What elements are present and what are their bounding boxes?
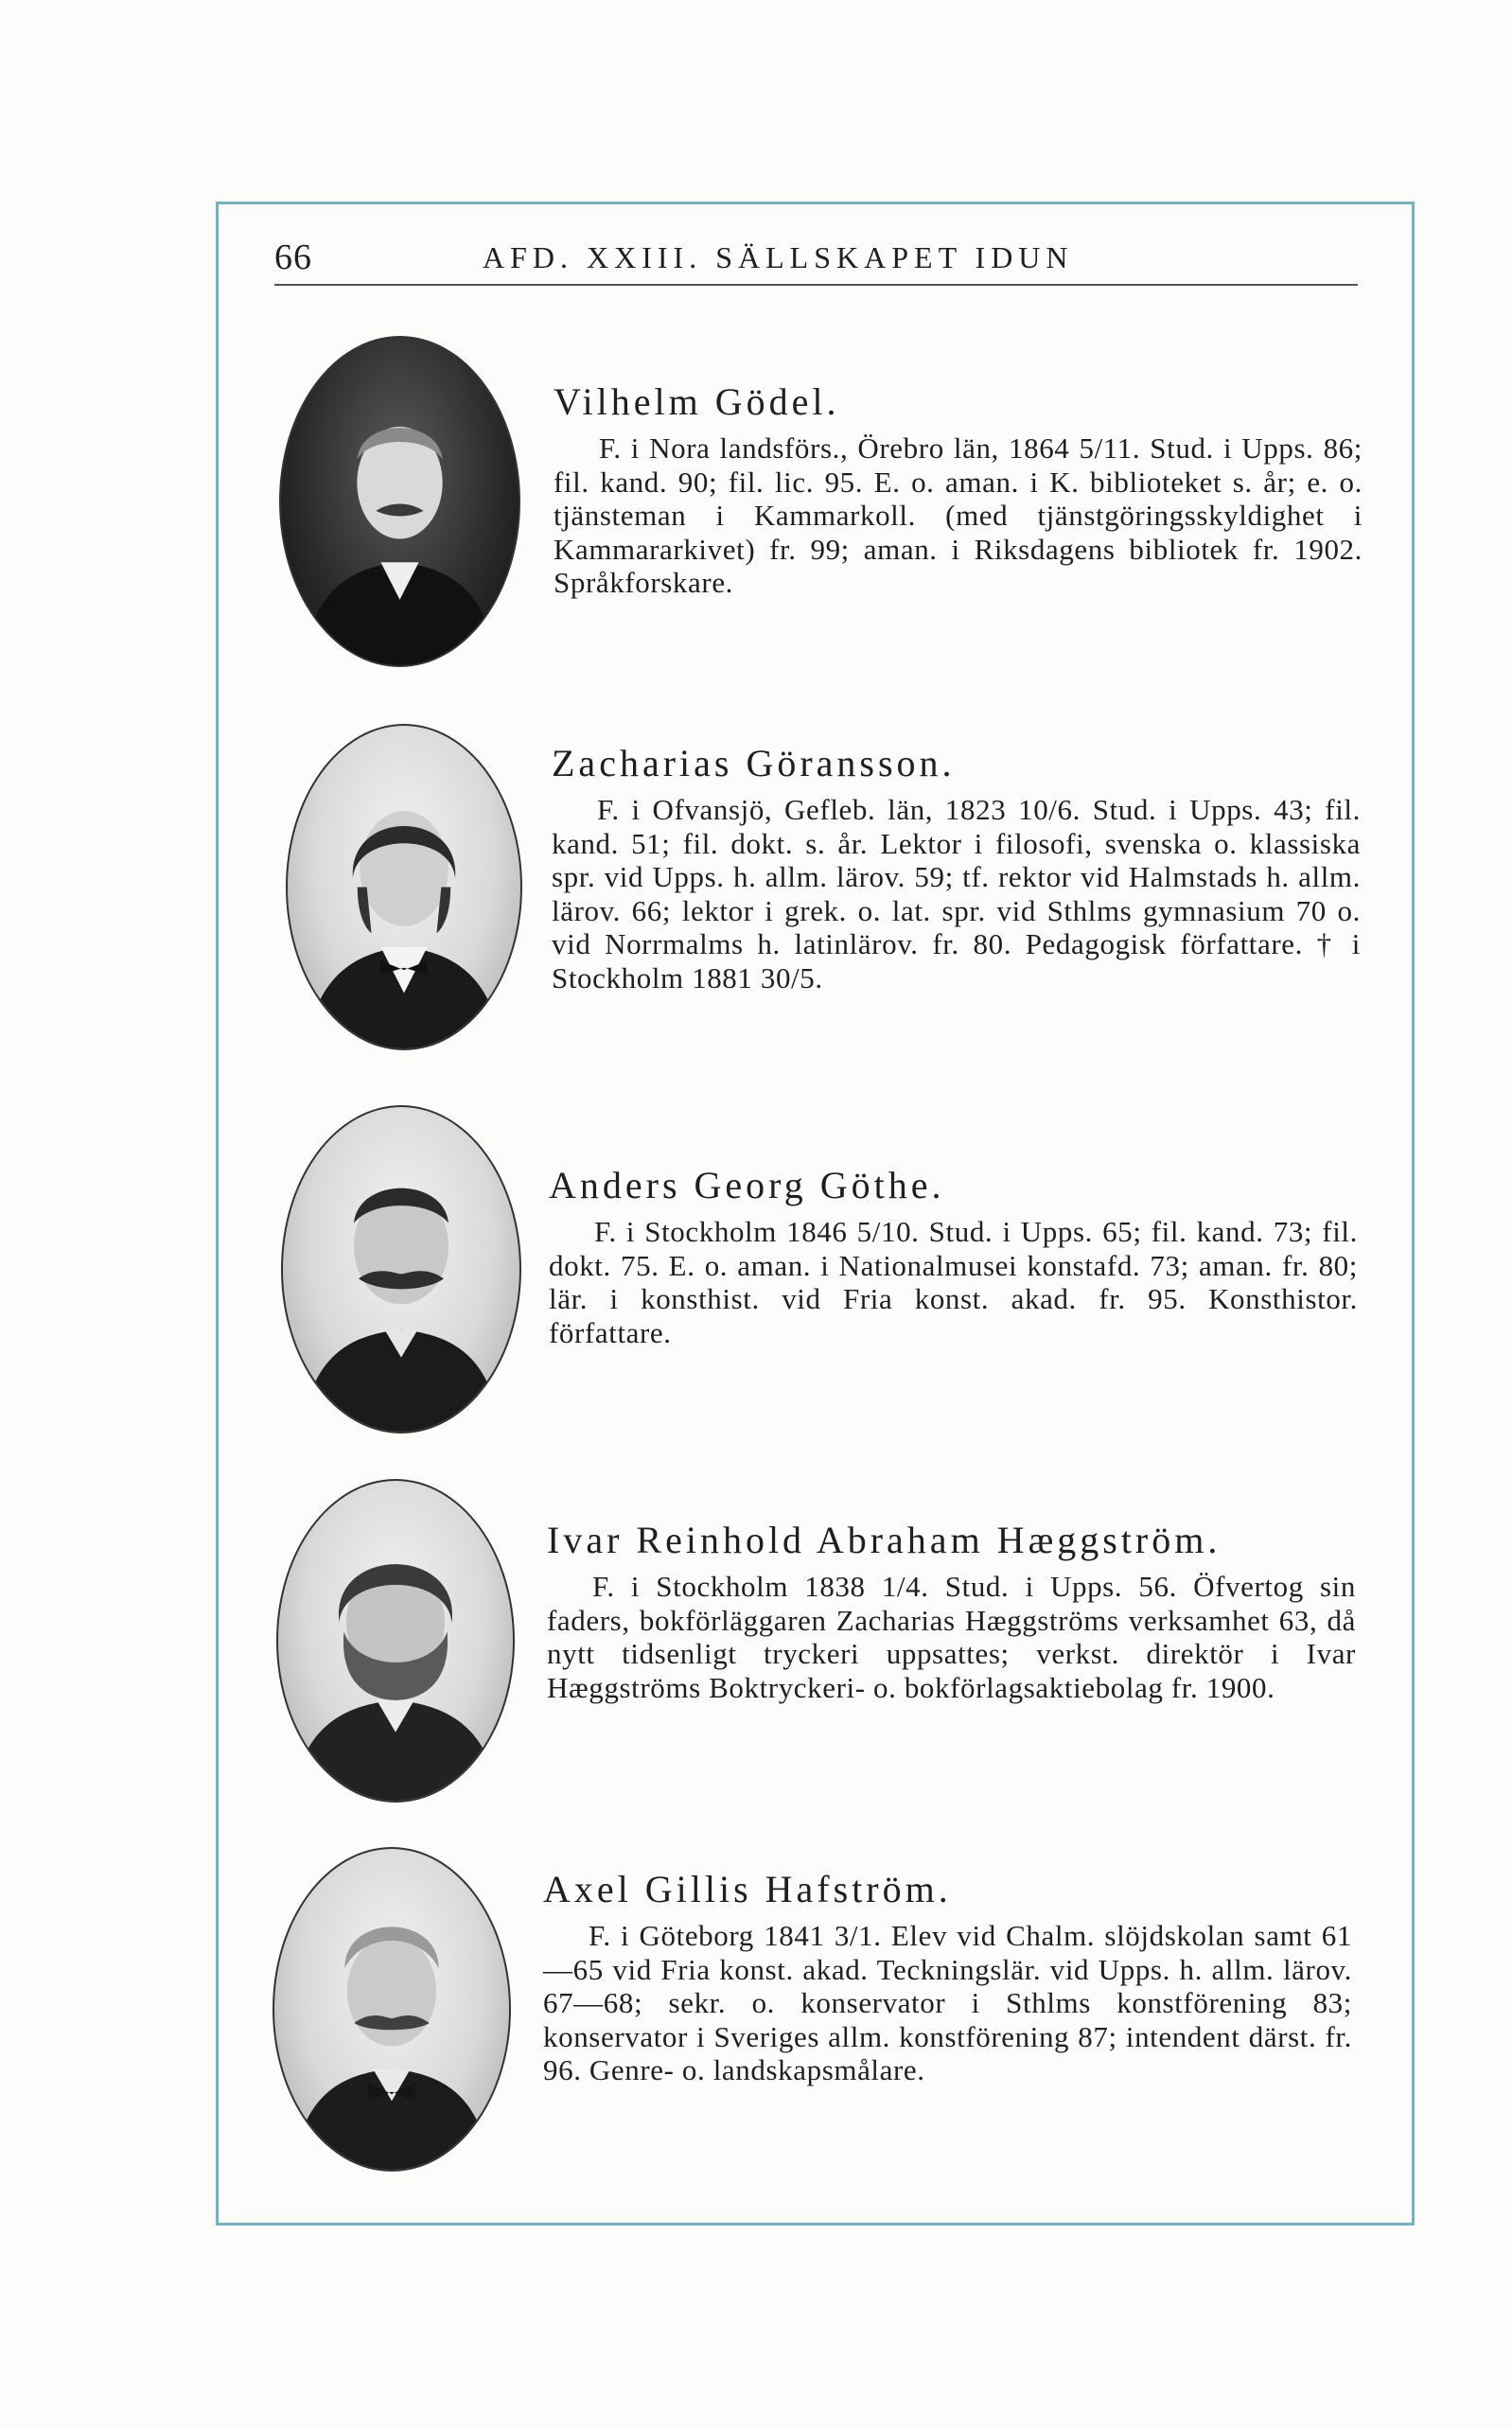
portrait-figure-icon [283,1107,519,1432]
person-name: Vilhelm Gödel. [554,380,840,423]
portrait-photo [276,1479,515,1803]
person-name: Anders Georg Göthe. [549,1164,945,1206]
running-title: AFD. XXIII. SÄLLSKAPET IDUN [483,240,1074,274]
person-name: Ivar Reinhold Abraham Hæggström. [547,1519,1222,1561]
biography-text: F. i Ofvansjö, Gefleb. län, 1823 10/6. Stud. i Upps. 43; fil. kand. 51; fil. dokt. s. år. Lektor i filosofi, svenska o. klassiska spr. vid Upps. h. allm. lärov. 59; tf. rektor vid Halmstads h. allm. lärov. 66; lektor i grek. o. lat. spr. vid Sthlms gymnasium 70 o. vid Norrmalms h. latinlärov. fr. 80. Pedagogisk författare. † i Stockholm 1881 30/5. [552,793,1361,994]
portrait-photo [286,724,522,1050]
portrait-photo [279,336,520,667]
portrait-figure-icon [278,1481,513,1801]
biography-text: F. i Stockholm 1838 1/4. Stud. i Upps. 56. Öfvertog sin faders, bokförläggaren Zacharias Hæggströms verksamhet 63, då nytt tidsenligt tryckeri uppsattes; verkst. direktör i Ivar Hæggströms Boktryckeri- o. bokförlagsaktiebolag fr. 1900. [547,1570,1356,1704]
person-name: Axel Gillis Hafström. [543,1868,952,1910]
portrait-figure-icon [281,338,519,665]
running-head [274,237,1358,286]
portrait-figure-icon [288,726,520,1048]
biography-text: F. i Stockholm 1846 5/10. Stud. i Upps. 65; fil. kand. 73; fil. dokt. 75. E. o. aman. i Nationalmusei konstafd. 73; aman. fr. 80; lär. i konsthist. vid Fria konst. akad. fr. 95. Konsthistor. författare. [549,1215,1358,1349]
portrait-photo [281,1105,521,1434]
portrait-figure-icon [274,1849,509,2170]
biography-text: F. i Göteborg 1841 3/1. Elev vid Chalm. slöjdskolan samt 61—65 vid Fria konst. akad. Teckningslär. vid Upps. h. allm. lärov. 67—68; sekr. o. konservator i Sthlms konstförening 83; konservator i Sveriges allm. konstförening 87; intendent därst. fr. 96. Genre- o. landskapsmålare. [543,1919,1352,2086]
person-name: Zacharias Göransson. [552,742,956,784]
biography-text: F. i Nora landsförs., Örebro län, 1864 5/11. Stud. i Upps. 86; fil. kand. 90; fil. lic. 95. E. o. aman. i K. biblioteket s. år; e. o. tjänsteman i Kammarkoll. (med tjänstgöringsskyldighet i Kammararkivet) fr. 99; aman. i Riksdagens bibliotek fr. 1902. Språkforskare. [554,431,1363,599]
page-number: 66 [274,238,312,277]
portrait-photo [273,1847,511,2172]
